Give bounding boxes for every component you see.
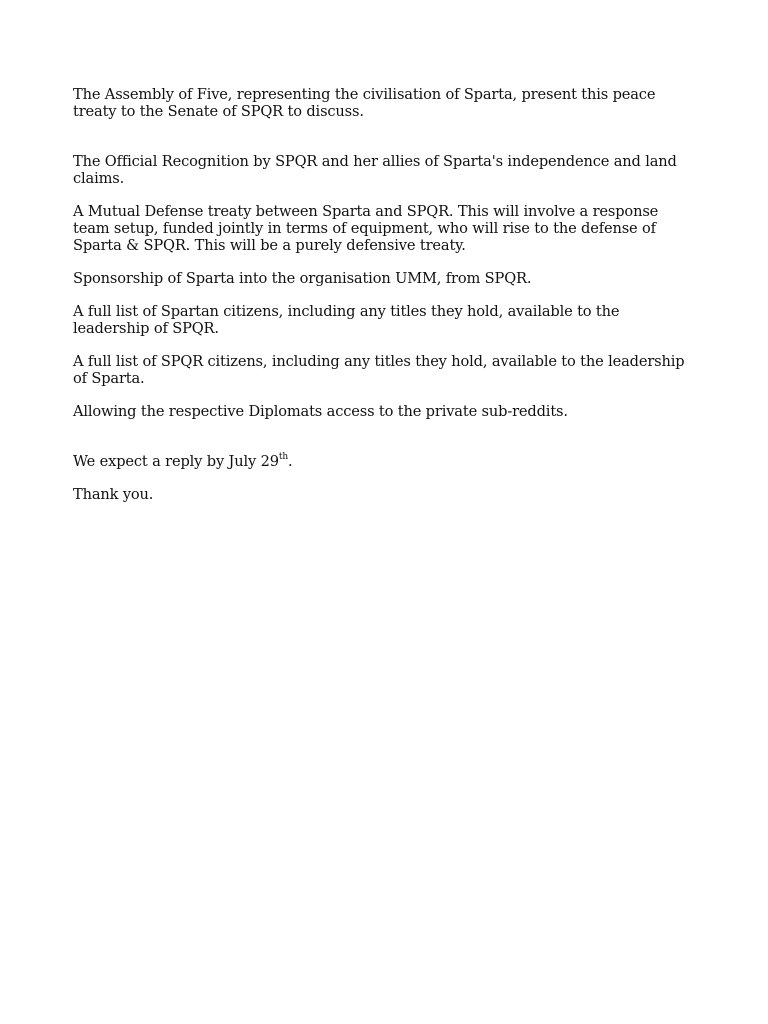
document-body (73, 86, 698, 503)
reply-deadline-end: . (287, 453, 293, 470)
closing-paragraph: Thank you. (73, 486, 154, 503)
term-recognition: The Official Recognition by SPQR and her allies of Sparta's independence and land claims. (73, 153, 677, 187)
intro-paragraph: The Assembly of Five, representing the civilisation of Sparta, present this peace treaty to the Senate of SPQR to discuss. (73, 86, 656, 120)
ordinal-suffix: th (278, 452, 288, 463)
term-diplomat-access: Allowing the respective Diplomats access to the private sub-reddits. (73, 403, 568, 420)
term-spqr-citizens-list: A full list of SPQR citizens, including any titles they hold, available to the leadership of Sparta. (73, 353, 685, 387)
term-spartan-citizens-list: A full list of Spartan citizens, including any titles they hold, available to the leadership of SPQR. (73, 303, 620, 337)
term-sponsorship: Sponsorship of Sparta into the organisation UMM, from SPQR. (73, 270, 532, 287)
reply-deadline-paragraph (73, 453, 698, 470)
term-mutual-defense: A Mutual Defense treaty between Sparta and SPQR. This will involve a response team setup, funded jointly in terms of equipment, who will rise to the defense of Sparta & SPQR. This will be a purely defensive treaty. (73, 203, 659, 254)
reply-deadline-text: We expect a reply by July 29 (73, 453, 279, 470)
